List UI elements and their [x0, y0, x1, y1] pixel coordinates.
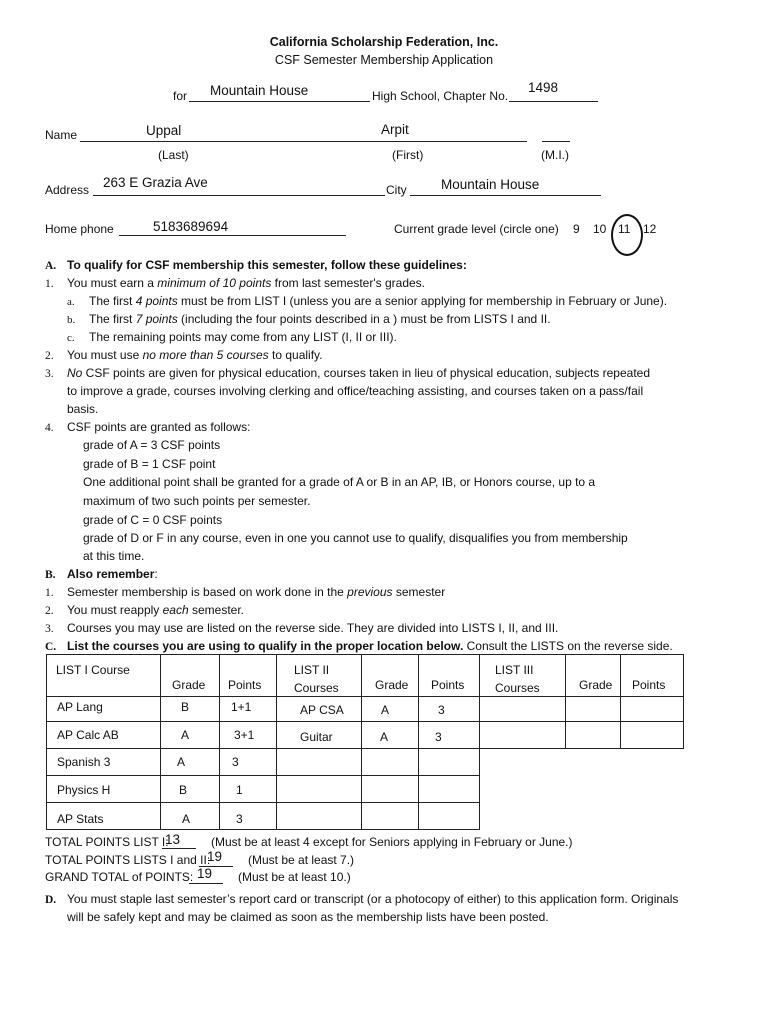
text: semester. — [188, 603, 245, 617]
text: You must staple last semester’s report card or transcript (or a photocopy of either) to this application form. Originals — [67, 892, 679, 906]
total-list12-label: TOTAL POINTS LISTS I and II: — [45, 853, 211, 867]
header-list3-points: Points — [632, 678, 666, 692]
total-list1-underline — [162, 848, 196, 849]
last-caption: (Last) — [158, 148, 189, 162]
section-heading-text: Also remember — [67, 567, 155, 581]
text: Courses you may use are listed on the reverse side. They are divided into LISTS I, II, and III. — [67, 621, 559, 635]
header-list2-courses: Courses — [294, 681, 339, 695]
list1-grade[interactable]: A — [181, 728, 190, 742]
text: The remaining points may come from any LIST (I, II or III). — [89, 330, 397, 344]
points-rule-honors-2: maximum of two such points per semester. — [83, 494, 311, 508]
list1-points[interactable]: 3 — [232, 755, 239, 769]
list2-course[interactable]: Guitar — [300, 730, 333, 744]
text: to qualify. — [268, 348, 323, 362]
grade-option-9[interactable]: 9 — [573, 222, 580, 236]
list1-course[interactable]: Physics H — [57, 783, 111, 797]
phone-field[interactable]: 5183689694 — [153, 219, 229, 234]
points-rule-df: grade of D or F in any course, even in one you cannot use to qualify, disqualifies you from membership — [83, 531, 628, 545]
total-list1-label: TOTAL POINTS LIST I: — [45, 835, 169, 849]
section-letter: A. — [45, 260, 57, 272]
list1-grade[interactable]: B — [179, 783, 188, 797]
text: Consult the LISTS on the reverse side. — [463, 639, 673, 653]
for-label: for — [173, 89, 188, 103]
list2-grade[interactable]: A — [381, 703, 390, 717]
list1-points[interactable]: 1 — [236, 783, 243, 797]
item-number: 4. — [45, 422, 54, 434]
text: You must earn a — [67, 276, 158, 290]
list1-grade[interactable]: A — [177, 755, 186, 769]
text: must be from LIST I (unless you are a senior applying for membership in February or June). — [177, 294, 668, 308]
points-rule-b: grade of B = 1 CSF point — [83, 457, 216, 471]
section-letter: C. — [45, 641, 57, 653]
section-heading-text: List the courses you are using to qualify in the proper location below. — [67, 639, 464, 653]
grade-option-12[interactable]: 12 — [643, 222, 657, 236]
points-rule-honors: One additional point shall be granted for a grade of A or B in an AP, IB, or Honors course, up to a — [83, 475, 596, 489]
text: semester — [392, 585, 446, 599]
section-letter: D. — [45, 894, 57, 906]
list1-grade[interactable]: B — [181, 700, 190, 714]
list1-course[interactable]: AP Stats — [57, 812, 104, 826]
list2-course[interactable]: AP CSA — [300, 703, 344, 717]
total-list1-note: (Must be at least 4 except for Seniors applying in February or June.) — [211, 835, 573, 849]
section-letter: B. — [45, 569, 56, 581]
list1-course[interactable]: Spanish 3 — [57, 755, 111, 769]
item-number: 2. — [45, 605, 54, 617]
mi-caption: (M.I.) — [541, 148, 569, 162]
form-title: CSF Semester Membership Application — [274, 53, 494, 67]
city-label: City — [386, 183, 407, 197]
header-list3-courses: Courses — [495, 681, 540, 695]
list1-points[interactable]: 1+1 — [231, 700, 252, 714]
total-list1-value[interactable]: 13 — [165, 832, 181, 847]
section-d-line-1 — [45, 890, 678, 909]
item-number: 1. — [45, 587, 54, 599]
points-rule-c: grade of C = 0 CSF points — [83, 513, 223, 527]
school-name-field[interactable]: Mountain House — [210, 83, 309, 98]
emphasis: each — [162, 603, 189, 617]
header-list2-grade: Grade — [375, 678, 409, 692]
list2-grade[interactable]: A — [380, 730, 389, 744]
grade-option-10[interactable]: 10 — [593, 222, 607, 236]
list1-course[interactable]: AP Lang — [57, 700, 103, 714]
header-list3-title: LIST III — [495, 663, 534, 677]
list2-points[interactable]: 3 — [438, 703, 445, 717]
header-list1-points: Points — [228, 678, 262, 692]
text: You must use — [67, 348, 143, 362]
item-number: 2. — [45, 350, 54, 362]
header-list3-grade: Grade — [579, 678, 613, 692]
first-name-field[interactable]: Arpit — [381, 122, 409, 137]
emphasis: 4 points — [135, 294, 178, 308]
address-field[interactable]: 263 E Grazia Ave — [103, 175, 208, 190]
header-list2-title: LIST II — [294, 663, 330, 677]
emphasis: 7 points — [135, 312, 178, 326]
text: The first — [89, 312, 136, 326]
header-list2-points: Points — [431, 678, 465, 692]
section-d-line-2: will be safely kept and may be claimed as soon as the membership lists have been posted. — [67, 910, 549, 924]
text: Semester membership is based on work done in the — [67, 585, 348, 599]
last-name-field[interactable]: Uppal — [146, 123, 182, 138]
grand-total-note: (Must be at least 10.) — [238, 870, 351, 884]
points-rule-a: grade of A = 3 CSF points — [83, 438, 221, 452]
points-rule-df-2: at this time. — [83, 549, 145, 563]
list1-grade[interactable]: A — [182, 812, 191, 826]
item-number: 1. — [45, 278, 54, 290]
grand-total-label: GRAND TOTAL of POINTS: — [45, 870, 194, 884]
hs-chapter-label: High School, Chapter No. — [372, 89, 509, 103]
item-number: 3. — [45, 368, 54, 380]
grand-total-value[interactable]: 19 — [197, 866, 213, 881]
header-list1-course: LIST I Course — [56, 663, 130, 677]
text: The first — [89, 294, 136, 308]
text: from last semester's grades. — [271, 276, 426, 290]
text: You must reapply — [67, 603, 163, 617]
phone-label: Home phone — [45, 222, 114, 236]
text: CSF points are granted as follows: — [67, 420, 251, 434]
emphasis: No — [67, 366, 83, 380]
total-list12-value[interactable]: 19 — [207, 849, 223, 864]
list1-points[interactable]: 3 — [236, 812, 243, 826]
header-list1-grade: Grade — [172, 678, 206, 692]
text: (including the four points described in a ) must be from LISTS I and II. — [177, 312, 551, 326]
address-label: Address — [45, 183, 90, 197]
a-item-3-line-3: basis. — [67, 402, 99, 416]
list1-points[interactable]: 3+1 — [234, 728, 255, 742]
text: : — [154, 567, 158, 581]
grade-level-label: Current grade level (circle one) — [394, 222, 559, 236]
list2-points[interactable]: 3 — [435, 730, 442, 744]
a-item-3-line-2: to improve a grade, courses involving clerking and office/teaching assisting, and courses taken on a pass/fail — [67, 384, 644, 398]
text: CSF points are given for physical education, courses taken in lieu of physical education, subjects repeated — [82, 366, 650, 380]
sub-number: b. — [67, 314, 76, 326]
item-number: 3. — [45, 623, 54, 635]
grand-total-underline — [189, 883, 223, 884]
emphasis: previous — [347, 585, 393, 599]
chapter-no-field[interactable]: 1498 — [528, 80, 559, 95]
grade-option-11[interactable]: 11 — [618, 222, 631, 236]
org-title: California Scholarship Federation, Inc. — [269, 35, 499, 49]
section-heading-text: To qualify for CSF membership this semester, follow these guidelines: — [67, 258, 467, 272]
first-caption: (First) — [392, 148, 424, 162]
city-field[interactable]: Mountain House — [441, 177, 540, 192]
sub-number: c. — [67, 332, 75, 344]
list1-course[interactable]: AP Calc AB — [57, 728, 119, 742]
emphasis: no more than 5 courses — [142, 348, 269, 362]
sub-number: a. — [67, 296, 75, 308]
total-list12-note: (Must be at least 7.) — [248, 853, 355, 867]
name-label: Name — [45, 128, 78, 142]
emphasis: minimum of 10 points — [157, 276, 272, 290]
